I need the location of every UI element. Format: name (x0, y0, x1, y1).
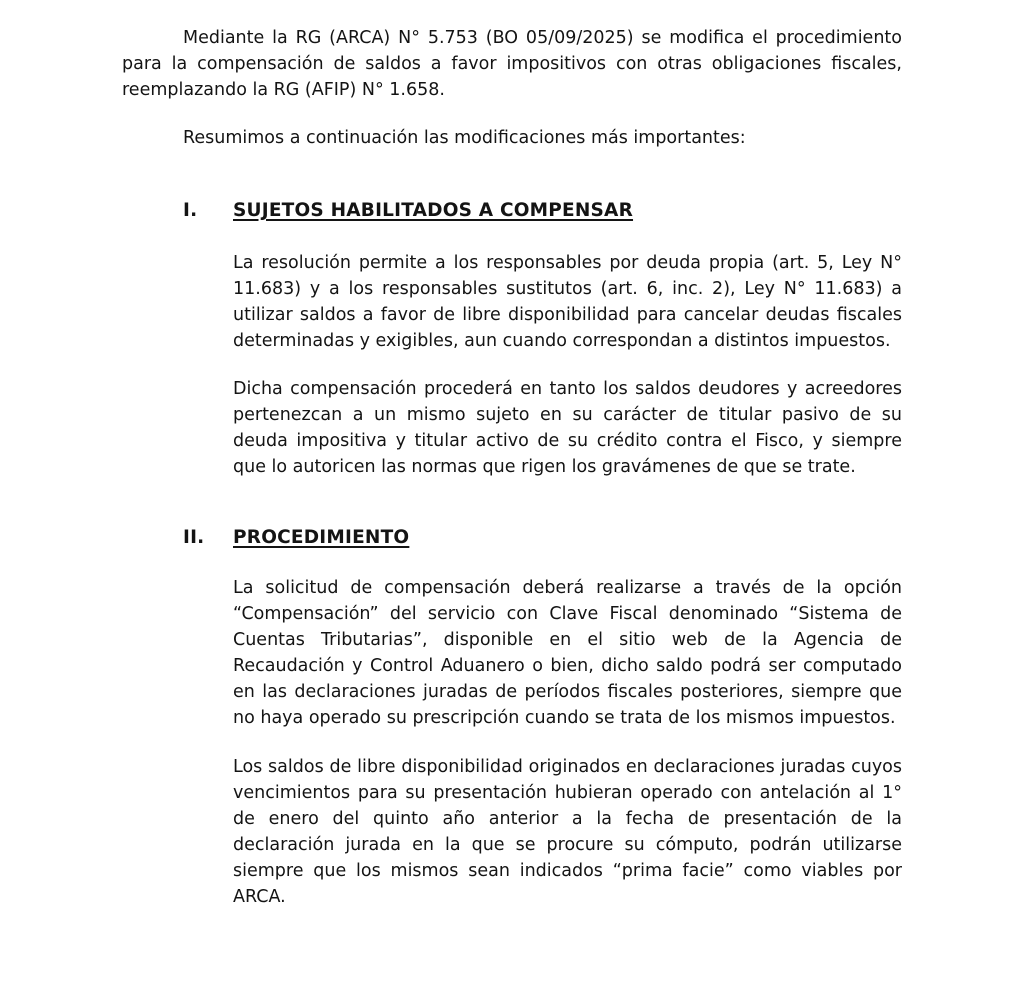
section-2-paragraph-2: Los saldos de libre disponibilidad originados en declaraciones juradas cuyos vencimientos para su presentación hubieran operado con antelación al 1° de enero del quinto año anterior a la fecha de presentación de la declaración jurada en la que se procure su cómputo, podrán utilizarse siempre que los mismos sean indicados “prima facie” como viables por ARCA. (233, 757, 902, 907)
section-2-paragraph-1: La solicitud de compensación deberá realizarse a través de la opción “Compensación” del servicio con Clave Fiscal denominado “Sistema de Cuentas Tributarias”, disponible en el sitio web de la Agencia de Recaudación y Control Aduanero o bien, dicho saldo podrá ser computado en las declaraciones juradas de períodos fiscales posteriores, siempre que no haya operado su prescripción cuando se trata de los mismos impuestos. (233, 578, 902, 728)
section-1-paragraph-1: La resolución permite a los responsables por deuda propia (art. 5, Ley N° 11.683) y a los responsables sustitutos (art. 6, inc. 2), Ley N° 11.683) a utilizar saldos a favor de libre disponibilidad para cancelar deudas fiscales determinadas y exigibles, aun cuando correspondan a distintos impuestos. (233, 253, 902, 351)
intro-paragraph-1: Mediante la RG (ARCA) N° 5.753 (BO 05/09/2025) se modifica el procedimiento para la compensación de saldos a favor impositivos con otras obligaciones fiscales, reemplazando la RG (AFIP) N° 1.658. (122, 28, 902, 100)
section-2-heading (122, 525, 902, 551)
section-1-number: I. (183, 200, 198, 221)
section-procedimiento (122, 525, 902, 910)
section-1-paragraph-2: Dicha compensación procederá en tanto los saldos deudores y acreedores pertenezcan a un mismo sujeto en su carácter de titular pasivo de su deuda impositiva y titular activo de su crédito contra el Fisco, y siempre que lo autoricen las normas que rigen los gravámenes de que se trate. (233, 379, 902, 477)
section-sujetos-habilitados (122, 198, 902, 480)
section-1-title: SUJETOS HABILITADOS A COMPENSAR (233, 200, 634, 221)
section-2-title: PROCEDIMIENTO (233, 527, 410, 548)
section-1-heading (122, 198, 902, 224)
intro-paragraph-2: Resumimos a continuación las modificaciones más importantes: (183, 128, 746, 148)
section-2-number: II. (183, 527, 205, 548)
